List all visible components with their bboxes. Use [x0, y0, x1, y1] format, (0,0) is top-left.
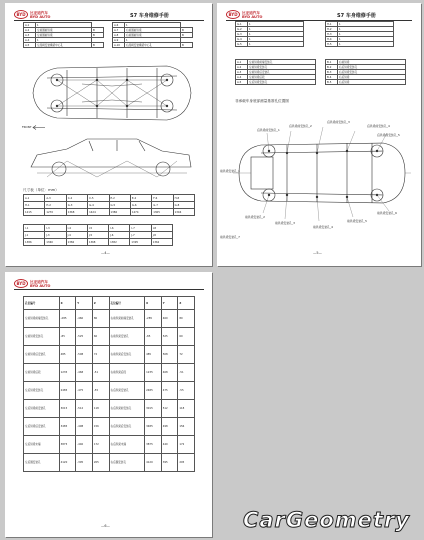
table-cell: A-5 [24, 43, 36, 48]
table-cell: 1 [338, 42, 394, 47]
page-number: —4— [101, 251, 110, 255]
table-cell: 右前纵梁 [338, 60, 406, 65]
table-cell: -468 [76, 364, 93, 382]
table-cell: 左后纵梁后安装孔 [24, 418, 60, 436]
table-row [326, 42, 406, 47]
table-cell: J-8 [151, 232, 172, 239]
table-cell: 右后围安装孔 [109, 454, 145, 472]
table-cell: A-6 [113, 23, 125, 28]
table-cell: 1 [248, 42, 304, 47]
side-elevation-diagram [27, 133, 195, 181]
table-row [24, 346, 195, 364]
table-cell: 右后纵梁安装孔 [338, 70, 406, 75]
callout-9: 前纵梁安装孔_4 [313, 225, 333, 229]
table-cell: 右后纵梁 [338, 80, 406, 85]
table-cell: 1474 [130, 209, 151, 216]
table-cell: -508 [76, 346, 93, 364]
table-row [113, 43, 193, 48]
table-cell: 156 [178, 418, 195, 436]
table-cell: A-10 [113, 43, 125, 48]
column-header: 孔位编号 [24, 297, 60, 310]
table-cell: 2485 [59, 382, 76, 400]
table-cell: 1 [248, 37, 304, 42]
table-cell: 1365 [152, 209, 173, 216]
table-cell: B [181, 33, 193, 38]
table-cell: -525 [76, 328, 93, 346]
table-cell: A-3 [24, 33, 36, 38]
column-header: Y [161, 297, 178, 310]
callout-12: 前纵梁安装孔_7 [220, 235, 240, 239]
table-cell: 1 [248, 22, 304, 27]
table-cell: 498 [161, 418, 178, 436]
brand-logo [14, 279, 50, 288]
table-cell: B [92, 43, 104, 48]
table-cell: 3015 [59, 400, 76, 418]
table-cell: 左后纵梁安装孔 [24, 382, 60, 400]
table-cell: 左前纵梁后段 [248, 75, 316, 80]
table-cell: H-8 [173, 195, 194, 202]
table-cell: 右后纵梁安装孔 [109, 382, 145, 400]
table-cell: 395 [161, 454, 178, 472]
table-cell: H-1 [24, 202, 45, 209]
table-cell: G-1 [236, 22, 248, 27]
document-page-2 [217, 3, 421, 266]
ref-table-b [325, 59, 406, 85]
ref-table-g [235, 21, 316, 47]
table-cell: A-1 [24, 195, 45, 202]
ref-table-h [325, 21, 406, 47]
callout-4: 后纵梁前安装孔_4 [367, 124, 390, 128]
table-cell: A-7 [113, 28, 125, 33]
table-cell: H-2 [45, 202, 66, 209]
front-arrow-label: FRONT [22, 125, 32, 129]
table-cell: B [181, 43, 193, 48]
table-cell: -440 [76, 436, 93, 454]
document-page-3 [5, 272, 212, 537]
brand-name-en: BYD AUTO [242, 14, 263, 19]
table-cell: J-1 [24, 232, 45, 239]
table-row [236, 80, 316, 85]
table-cell: 1386 [24, 239, 45, 246]
byd-logo-icon: BYD [14, 10, 28, 19]
table-cell: 1 [36, 23, 92, 28]
table-cell: 118 [92, 400, 109, 418]
table-cell: H-5 [326, 42, 338, 47]
table-cell: I-6 [109, 225, 130, 232]
table-cell: 60 [92, 328, 109, 346]
front-arrow-icon [32, 125, 46, 130]
page-number: —6— [101, 524, 110, 528]
table-cell: G-7 [152, 202, 173, 209]
table-cell: C-5 [88, 195, 109, 202]
table-cell: 1235 [59, 364, 76, 382]
brand-name-en: BYD AUTO [30, 283, 51, 288]
table-cell: 80 [92, 310, 109, 328]
table-cell: A-3 [45, 195, 66, 202]
table-cell: 1235 [145, 364, 162, 382]
table-cell: -51 [178, 364, 195, 382]
table-cell: 475 [161, 382, 178, 400]
page-number: —5— [313, 251, 322, 255]
table-cell: 3485 [59, 418, 76, 436]
table-cell: H-1 [326, 22, 338, 27]
table-cell: 1368 [66, 209, 87, 216]
callout-6: 前纵梁安装孔_1 [220, 169, 240, 173]
table-cell: A-3 [236, 70, 248, 75]
column-header: Z [178, 297, 195, 310]
table-cell: 72 [178, 346, 195, 364]
table-cell: 1 [338, 32, 394, 37]
table-cell: J-7 [130, 232, 151, 239]
table-cell: 1 [338, 22, 394, 27]
table-cell: 156 [92, 418, 109, 436]
table-cell: G-2 [236, 27, 248, 32]
dimension-table [23, 194, 195, 216]
table-cell: H-2 [326, 27, 338, 32]
callout-7: 前纵梁安装孔_2 [245, 215, 265, 219]
callout-8: 前纵梁安装孔_3 [275, 221, 295, 225]
table-cell: 右后纵梁安装孔 [338, 65, 406, 70]
table-cell: I-8 [151, 225, 172, 232]
table-cell: G-6 [130, 202, 151, 209]
table-row [24, 202, 195, 209]
table-row [24, 382, 195, 400]
table-cell: 4120 [145, 454, 162, 472]
table-cell: 468 [161, 364, 178, 382]
table-row [24, 195, 195, 202]
table-cell: J-4 [66, 232, 87, 239]
table-row [24, 310, 195, 328]
table-row [326, 80, 406, 85]
table-cell: 右前纵梁后安装孔 [109, 346, 145, 364]
table-cell: I-1 [24, 225, 45, 232]
table-cell: 1 [248, 27, 304, 32]
table-row [24, 43, 104, 48]
table-cell: 72 [92, 346, 109, 364]
table-row [24, 209, 195, 216]
table-cell: B-5 [326, 80, 338, 85]
table-cell: -85 [145, 328, 162, 346]
table-cell: -51 [92, 364, 109, 382]
table-cell: 右后纵梁 [338, 75, 406, 80]
table-cell: 右后纵梁末端 [109, 436, 145, 454]
table-cell: -55 [178, 382, 195, 400]
brand-name-cn: 比亚迪汽车 [30, 10, 48, 15]
table-cell: 3485 [145, 418, 162, 436]
brand-logo [226, 10, 262, 19]
table-cell: B [92, 33, 104, 38]
table-cell: 左后纵梁末端 [24, 436, 60, 454]
column-header: X [145, 297, 162, 310]
table-cell: 左前纵梁安装孔 [248, 65, 316, 70]
dimension-caption: 尺寸表（单位：mm） [23, 188, 59, 192]
table-cell: 1362 [151, 239, 172, 246]
table-cell: B-4 [326, 75, 338, 80]
table-cell: 左座椅安装横梁中心孔 [36, 43, 92, 48]
diagram-caption: 非承载车身底部测量基准孔位置图 [235, 99, 289, 103]
table-cell: A-2 [236, 65, 248, 70]
table-cell: E-4 [130, 195, 151, 202]
table-cell: 1 [125, 38, 181, 43]
table-cell: 1360 [45, 239, 66, 246]
table-cell: J-3 [45, 232, 66, 239]
table-cell: 1 [248, 32, 304, 37]
table-cell: 左后纵梁安装孔 [248, 80, 316, 85]
table-cell: B-2 [326, 65, 338, 70]
table-cell: A-1 [24, 23, 36, 28]
table-cell: 右前纵梁前端安装孔 [109, 310, 145, 328]
table-cell: 右前纵梁安装孔 [109, 328, 145, 346]
table-row [24, 418, 195, 436]
table-cell: A-1 [236, 60, 248, 65]
table-cell: 1382 [109, 239, 130, 246]
table-cell: I-5 [87, 225, 108, 232]
brand-name-cn: 比亚迪汽车 [30, 279, 48, 284]
table-cell: 60 [178, 328, 195, 346]
table-cell: I-7 [130, 225, 151, 232]
table-cell: 左前纵梁安装孔 [24, 328, 60, 346]
table-cell: 172 [178, 436, 195, 454]
table-cell: 右座椅安装横梁中心孔 [125, 43, 181, 48]
table-cell: 左前纵梁前端安装孔 [248, 60, 316, 65]
table-cell: 右后纵梁后安装孔 [109, 418, 145, 436]
table-cell: 4120 [59, 454, 76, 472]
table-cell: 512 [161, 400, 178, 418]
table-cell: A-4 [24, 38, 36, 43]
table-cell: B [92, 28, 104, 33]
column-header: Y [76, 297, 93, 310]
callout-5: 后纵梁前安装孔_5 [377, 133, 400, 137]
table-row [24, 364, 195, 382]
table-cell: 1215 [24, 209, 45, 216]
callout-2: 后纵梁前安装孔_2 [289, 124, 312, 128]
ref-table-left [23, 22, 104, 48]
table-cell: 右前围前纵梁 [125, 33, 181, 38]
table-row [24, 328, 195, 346]
table-cell: -395 [76, 454, 93, 472]
ref-table-right [112, 22, 193, 48]
table-cell: J-5 [87, 232, 108, 239]
table-cell: 440 [161, 436, 178, 454]
table-cell: 1395 [130, 239, 151, 246]
header-rule [14, 289, 204, 290]
table-cell: A-8 [113, 33, 125, 38]
table-row [24, 454, 195, 472]
table-cell: 3015 [145, 400, 162, 418]
table-cell: H-4 [326, 37, 338, 42]
table-cell: 2485 [145, 382, 162, 400]
ref-table-a [235, 59, 316, 85]
table-cell: J-6 [109, 232, 130, 239]
brand-name-cn: 比亚迪汽车 [242, 10, 260, 15]
column-header: X [59, 297, 76, 310]
table-row [236, 42, 316, 47]
table-cell: C-4 [66, 195, 87, 202]
table-cell: 1 [338, 27, 394, 32]
table-cell: -475 [76, 382, 93, 400]
table-cell: 508 [161, 346, 178, 364]
callout-11: 前纵梁安装孔_6 [377, 211, 397, 215]
table-cell: G-5 [236, 42, 248, 47]
table-cell: B-3 [326, 70, 338, 75]
coordinate-table [23, 296, 195, 472]
table-cell: -498 [76, 418, 93, 436]
table-cell: 1386 [109, 209, 130, 216]
table-cell: G-5 [109, 202, 130, 209]
dimension-table-2 [23, 224, 173, 246]
table-cell: -55 [92, 382, 109, 400]
table-cell: F-6 [152, 195, 173, 202]
callout-3: 后纵梁前安装孔_3 [327, 120, 350, 124]
table-cell: A-5 [236, 80, 248, 85]
table-cell: -285 [145, 310, 162, 328]
table-cell: 左后纵梁前安装孔 [24, 400, 60, 418]
table-cell: G-3 [236, 32, 248, 37]
table-cell: A-2 [24, 28, 36, 33]
table-cell: 485 [59, 346, 76, 364]
table-row [24, 436, 195, 454]
table-cell: 左前纵梁后安装孔 [24, 346, 60, 364]
table-cell: 左前纵梁前端安装孔 [24, 310, 60, 328]
table-cell: 525 [161, 328, 178, 346]
table-cell: -285 [59, 310, 76, 328]
table-cell: 1 [338, 37, 394, 42]
byd-logo-icon: BYD [226, 10, 240, 19]
table-row [24, 225, 173, 232]
table-cell: 485 [145, 346, 162, 364]
table-cell: G-3 [66, 202, 87, 209]
table-cell: 右前纵梁后段 [109, 364, 145, 382]
table-cell: 左前纵梁后段 [24, 364, 60, 382]
table-cell: A-9 [113, 38, 125, 43]
table-cell: I-3 [45, 225, 66, 232]
column-header: Z [92, 297, 109, 310]
page-title: S7 车身维修手册 [130, 13, 169, 19]
table-cell: H-3 [326, 32, 338, 37]
table-cell: 1 [125, 23, 181, 28]
table-cell: 1346 [173, 209, 194, 216]
document-page-1 [5, 3, 212, 266]
table-cell: 1270 [45, 209, 66, 216]
table-cell: 205 [178, 454, 195, 472]
brand-name-en: BYD AUTO [30, 14, 51, 19]
column-header: 孔位编号 [109, 297, 145, 310]
table-cell: I-4 [66, 225, 87, 232]
underbody-plan-diagram [27, 58, 195, 128]
callout-10: 前纵梁安装孔_5 [347, 219, 367, 223]
table-cell: -512 [76, 400, 93, 418]
table-cell: -85 [59, 328, 76, 346]
byd-logo-icon: BYD [14, 279, 28, 288]
table-cell: 205 [92, 454, 109, 472]
table-cell: 右前围前纵梁 [125, 28, 181, 33]
cargeometry-watermark: CarGeometry [242, 508, 410, 532]
table-cell: 460 [161, 310, 178, 328]
table-cell: G-8 [173, 202, 194, 209]
callout-1: 后纵梁前安装孔_1 [257, 128, 280, 132]
brand-logo [14, 10, 50, 19]
table-cell: 1384 [66, 239, 87, 246]
table-cell: 118 [178, 400, 195, 418]
table-cell: E-2 [109, 195, 130, 202]
table-cell: 3875 [145, 436, 162, 454]
table-cell: G-4 [236, 37, 248, 42]
table-cell: 左前围前纵梁 [36, 28, 92, 33]
table-cell: 172 [92, 436, 109, 454]
table-cell: 左后围安装孔 [24, 454, 60, 472]
table-row [24, 239, 173, 246]
table-cell: 左前纵梁后安装孔 [248, 70, 316, 75]
table-cell: A-4 [236, 75, 248, 80]
table-cell: B [181, 28, 193, 33]
table-cell: 3875 [59, 436, 76, 454]
table-row [24, 232, 173, 239]
table-cell: 左前围前纵梁 [36, 33, 92, 38]
table-cell: 1368 [87, 239, 108, 246]
table-cell: 1 [36, 38, 92, 43]
page-title: S7 车身维修手册 [337, 13, 376, 19]
table-row [24, 400, 195, 418]
table-cell: 右后纵梁前安装孔 [109, 400, 145, 418]
table-cell: 80 [178, 310, 195, 328]
table-cell: G-4 [88, 202, 109, 209]
table-cell: B-1 [326, 60, 338, 65]
table-cell: -460 [76, 310, 93, 328]
header-rule [14, 20, 204, 21]
table-cell: 1424 [88, 209, 109, 216]
